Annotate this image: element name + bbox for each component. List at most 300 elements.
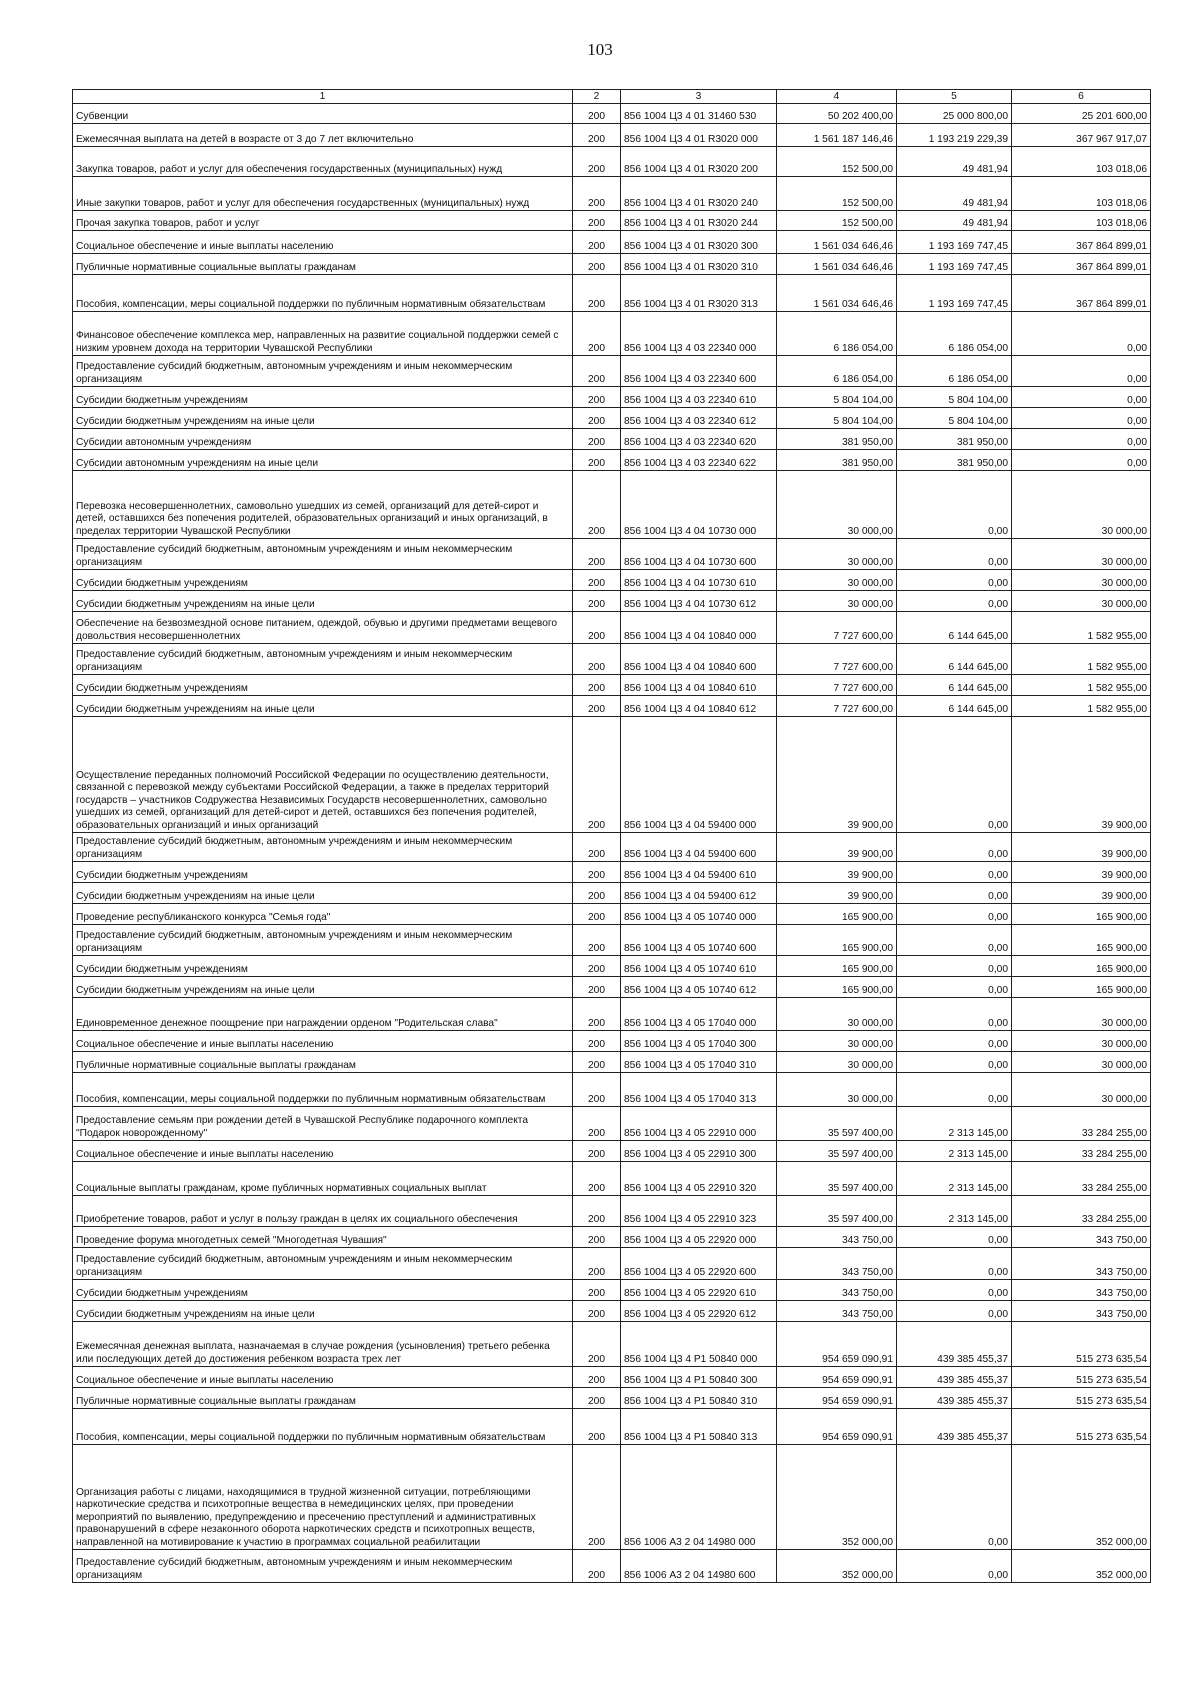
table-row xyxy=(73,925,1151,956)
row-classification-code: 856 1004 Ц3 4 04 10840 000 xyxy=(621,612,777,644)
column-header-6: 6 xyxy=(1012,90,1151,104)
row-value-5: 0,00 xyxy=(897,998,1012,1031)
row-code-2: 200 xyxy=(573,356,621,387)
row-name: Субсидии бюджетным учреждениям на иные цели xyxy=(73,408,573,429)
row-value-6: 33 284 255,00 xyxy=(1012,1162,1151,1196)
table-row xyxy=(73,1162,1151,1196)
row-value-5: 6 144 645,00 xyxy=(897,675,1012,696)
row-classification-code: 856 1004 Ц3 4 05 22910 300 xyxy=(621,1141,777,1162)
row-value-6: 1 582 955,00 xyxy=(1012,644,1151,675)
row-name: Субсидии бюджетным учреждениям xyxy=(73,675,573,696)
row-value-4: 6 186 054,00 xyxy=(777,312,897,356)
row-value-6: 0,00 xyxy=(1012,408,1151,429)
column-header-1: 1 xyxy=(73,90,573,104)
row-name: Проведение республиканского конкурса "Семья года" xyxy=(73,904,573,925)
row-classification-code: 856 1004 Ц3 4 04 10840 600 xyxy=(621,644,777,675)
row-name: Предоставление семьям при рождении детей в Чувашской Республике подарочного комплекта "Подарок новорожденному" xyxy=(73,1107,573,1141)
table-row xyxy=(73,998,1151,1031)
row-code-2: 200 xyxy=(573,312,621,356)
row-name: Предоставление субсидий бюджетным, автономным учреждениям и иным некоммерческим организациям xyxy=(73,1550,573,1583)
row-code-2: 200 xyxy=(573,177,621,211)
table-header-row xyxy=(73,90,1151,104)
row-classification-code: 856 1004 Ц3 4 04 10840 612 xyxy=(621,696,777,717)
row-value-6: 103 018,06 xyxy=(1012,147,1151,177)
row-value-4: 30 000,00 xyxy=(777,570,897,591)
row-classification-code: 856 1004 Ц3 4 04 10730 600 xyxy=(621,539,777,570)
row-value-4: 39 900,00 xyxy=(777,717,897,833)
row-code-2: 200 xyxy=(573,450,621,471)
row-code-2: 200 xyxy=(573,1248,621,1280)
row-name: Субсидии бюджетным учреждениям xyxy=(73,1280,573,1301)
row-name: Субсидии автономным учреждениям xyxy=(73,429,573,450)
row-classification-code: 856 1004 Ц3 4 04 59400 600 xyxy=(621,833,777,862)
row-value-4: 5 804 104,00 xyxy=(777,408,897,429)
row-code-2: 200 xyxy=(573,833,621,862)
row-name: Единовременное денежное поощрение при награждении орденом "Родительская слава" xyxy=(73,998,573,1031)
row-code-2: 200 xyxy=(573,883,621,904)
row-name: Социальное обеспечение и иные выплаты населению xyxy=(73,1367,573,1388)
table-row xyxy=(73,1280,1151,1301)
row-value-4: 152 500,00 xyxy=(777,211,897,231)
row-value-5: 0,00 xyxy=(897,883,1012,904)
row-classification-code: 856 1004 Ц3 4 P1 50840 300 xyxy=(621,1367,777,1388)
row-value-5: 25 000 800,00 xyxy=(897,104,1012,124)
row-classification-code: 856 1004 Ц3 4 01 R3020 240 xyxy=(621,177,777,211)
table-row xyxy=(73,124,1151,147)
row-value-6: 343 750,00 xyxy=(1012,1227,1151,1248)
row-code-2: 200 xyxy=(573,977,621,998)
row-code-2: 200 xyxy=(573,275,621,312)
row-code-2: 200 xyxy=(573,1227,621,1248)
row-code-2: 200 xyxy=(573,429,621,450)
row-classification-code: 856 1004 Ц3 4 03 22340 600 xyxy=(621,356,777,387)
row-value-6: 0,00 xyxy=(1012,450,1151,471)
table-row xyxy=(73,450,1151,471)
row-value-5: 0,00 xyxy=(897,1248,1012,1280)
row-code-2: 200 xyxy=(573,1162,621,1196)
row-value-5: 1 193 169 747,45 xyxy=(897,254,1012,275)
table-row xyxy=(73,862,1151,883)
table-row xyxy=(73,254,1151,275)
row-value-5: 2 313 145,00 xyxy=(897,1141,1012,1162)
row-value-6: 39 900,00 xyxy=(1012,862,1151,883)
table-row xyxy=(73,1322,1151,1367)
row-value-4: 381 950,00 xyxy=(777,429,897,450)
row-value-4: 35 597 400,00 xyxy=(777,1107,897,1141)
row-code-2: 200 xyxy=(573,570,621,591)
row-code-2: 200 xyxy=(573,1445,621,1550)
row-value-6: 165 900,00 xyxy=(1012,925,1151,956)
row-classification-code: 856 1004 Ц3 4 05 17040 300 xyxy=(621,1031,777,1052)
table-row xyxy=(73,147,1151,177)
row-value-5: 49 481,94 xyxy=(897,177,1012,211)
row-value-6: 33 284 255,00 xyxy=(1012,1107,1151,1141)
row-value-5: 2 313 145,00 xyxy=(897,1107,1012,1141)
row-classification-code: 856 1004 Ц3 4 05 22920 000 xyxy=(621,1227,777,1248)
row-code-2: 200 xyxy=(573,1322,621,1367)
row-code-2: 200 xyxy=(573,644,621,675)
row-value-4: 352 000,00 xyxy=(777,1445,897,1550)
row-value-4: 954 659 090,91 xyxy=(777,1388,897,1409)
row-value-6: 39 900,00 xyxy=(1012,717,1151,833)
row-classification-code: 856 1004 Ц3 4 01 R3020 000 xyxy=(621,124,777,147)
row-value-4: 165 900,00 xyxy=(777,904,897,925)
row-value-4: 5 804 104,00 xyxy=(777,387,897,408)
row-name: Ежемесячная выплата на детей в возрасте от 3 до 7 лет включительно xyxy=(73,124,573,147)
row-value-6: 515 273 635,54 xyxy=(1012,1322,1151,1367)
row-value-5: 439 385 455,37 xyxy=(897,1322,1012,1367)
row-value-4: 1 561 187 146,46 xyxy=(777,124,897,147)
row-value-4: 39 900,00 xyxy=(777,862,897,883)
row-value-6: 33 284 255,00 xyxy=(1012,1141,1151,1162)
row-classification-code: 856 1004 Ц3 4 05 10740 600 xyxy=(621,925,777,956)
row-name: Субсидии бюджетным учреждениям на иные цели xyxy=(73,883,573,904)
row-value-6: 367 967 917,07 xyxy=(1012,124,1151,147)
table-row xyxy=(73,1301,1151,1322)
row-classification-code: 856 1004 Ц3 4 03 22340 620 xyxy=(621,429,777,450)
row-value-6: 367 864 899,01 xyxy=(1012,231,1151,254)
row-classification-code: 856 1006 А3 2 04 14980 600 xyxy=(621,1550,777,1583)
row-value-5: 0,00 xyxy=(897,1550,1012,1583)
row-code-2: 200 xyxy=(573,1031,621,1052)
row-name: Публичные нормативные социальные выплаты гражданам xyxy=(73,254,573,275)
row-value-4: 30 000,00 xyxy=(777,539,897,570)
row-value-6: 103 018,06 xyxy=(1012,211,1151,231)
row-value-5: 439 385 455,37 xyxy=(897,1367,1012,1388)
row-value-6: 0,00 xyxy=(1012,356,1151,387)
row-value-6: 352 000,00 xyxy=(1012,1445,1151,1550)
row-value-5: 6 144 645,00 xyxy=(897,696,1012,717)
row-value-6: 103 018,06 xyxy=(1012,177,1151,211)
row-value-6: 0,00 xyxy=(1012,312,1151,356)
row-value-4: 343 750,00 xyxy=(777,1227,897,1248)
row-code-2: 200 xyxy=(573,1409,621,1445)
row-value-5: 5 804 104,00 xyxy=(897,387,1012,408)
table-row xyxy=(73,104,1151,124)
row-code-2: 200 xyxy=(573,612,621,644)
column-header-3: 3 xyxy=(621,90,777,104)
row-classification-code: 856 1004 Ц3 4 01 R3020 244 xyxy=(621,211,777,231)
row-name: Пособия, компенсации, меры социальной поддержки по публичным нормативным обязательствам xyxy=(73,1409,573,1445)
row-classification-code: 856 1004 Ц3 4 05 22920 612 xyxy=(621,1301,777,1322)
row-name: Субсидии бюджетным учреждениям xyxy=(73,387,573,408)
row-code-2: 200 xyxy=(573,904,621,925)
row-value-4: 152 500,00 xyxy=(777,177,897,211)
row-value-4: 343 750,00 xyxy=(777,1248,897,1280)
row-value-5: 0,00 xyxy=(897,1031,1012,1052)
table-row xyxy=(73,1388,1151,1409)
table-row xyxy=(73,956,1151,977)
row-value-4: 1 561 034 646,46 xyxy=(777,254,897,275)
row-value-6: 30 000,00 xyxy=(1012,998,1151,1031)
row-classification-code: 856 1004 Ц3 4 03 22340 610 xyxy=(621,387,777,408)
row-value-4: 6 186 054,00 xyxy=(777,356,897,387)
row-value-4: 30 000,00 xyxy=(777,1031,897,1052)
row-name: Осуществление переданных полномочий Российской Федерации по осуществлению деятельности, связанной с перевозкой между субъектами Российской Федерации, а также в пределах территорий государств – участников Содружества Независимых Государств несовершеннолетних, самовольно ушедших из семей, организаций для детей-сирот и детей, оставшихся без попечения родителей, образовательных организаций и иных организаций xyxy=(73,717,573,833)
row-classification-code: 856 1004 Ц3 4 05 10740 000 xyxy=(621,904,777,925)
row-value-5: 6 144 645,00 xyxy=(897,612,1012,644)
row-name: Проведение форума многодетных семей "Многодетная Чувашия" xyxy=(73,1227,573,1248)
table-row xyxy=(73,312,1151,356)
row-code-2: 200 xyxy=(573,147,621,177)
table-row xyxy=(73,1409,1151,1445)
row-code-2: 200 xyxy=(573,254,621,275)
row-value-5: 1 193 169 747,45 xyxy=(897,231,1012,254)
row-name: Предоставление субсидий бюджетным, автономным учреждениям и иным некоммерческим организациям xyxy=(73,539,573,570)
row-value-6: 515 273 635,54 xyxy=(1012,1367,1151,1388)
row-classification-code: 856 1004 Ц3 4 P1 50840 313 xyxy=(621,1409,777,1445)
row-value-6: 30 000,00 xyxy=(1012,1052,1151,1073)
table-row xyxy=(73,471,1151,539)
row-classification-code: 856 1004 Ц3 4 01 R3020 313 xyxy=(621,275,777,312)
row-value-4: 343 750,00 xyxy=(777,1301,897,1322)
row-value-5: 0,00 xyxy=(897,717,1012,833)
row-name: Предоставление субсидий бюджетным, автономным учреждениям и иным некоммерческим организациям xyxy=(73,833,573,862)
row-value-5: 439 385 455,37 xyxy=(897,1409,1012,1445)
table-row xyxy=(73,1445,1151,1550)
row-value-5: 0,00 xyxy=(897,862,1012,883)
row-name: Субсидии бюджетным учреждениям xyxy=(73,862,573,883)
row-value-6: 515 273 635,54 xyxy=(1012,1409,1151,1445)
table-row xyxy=(73,387,1151,408)
row-name: Социальное обеспечение и иные выплаты населению xyxy=(73,1141,573,1162)
row-value-5: 6 186 054,00 xyxy=(897,356,1012,387)
row-code-2: 200 xyxy=(573,675,621,696)
row-value-6: 367 864 899,01 xyxy=(1012,254,1151,275)
row-name: Субсидии бюджетным учреждениям xyxy=(73,570,573,591)
row-value-5: 0,00 xyxy=(897,1301,1012,1322)
row-value-4: 50 202 400,00 xyxy=(777,104,897,124)
row-name: Субсидии бюджетным учреждениям на иные цели xyxy=(73,696,573,717)
table-row xyxy=(73,833,1151,862)
row-value-4: 35 597 400,00 xyxy=(777,1141,897,1162)
row-classification-code: 856 1004 Ц3 4 05 22920 600 xyxy=(621,1248,777,1280)
row-code-2: 200 xyxy=(573,1052,621,1073)
row-value-6: 39 900,00 xyxy=(1012,883,1151,904)
row-code-2: 200 xyxy=(573,956,621,977)
row-classification-code: 856 1004 Ц3 4 01 R3020 310 xyxy=(621,254,777,275)
table-row xyxy=(73,1073,1151,1107)
row-classification-code: 856 1004 Ц3 4 03 22340 000 xyxy=(621,312,777,356)
row-name: Приобретение товаров, работ и услуг в пользу граждан в целях их социального обеспечения xyxy=(73,1196,573,1227)
row-value-5: 1 193 169 747,45 xyxy=(897,275,1012,312)
row-name: Пособия, компенсации, меры социальной поддержки по публичным нормативным обязательствам xyxy=(73,275,573,312)
row-code-2: 200 xyxy=(573,1107,621,1141)
row-classification-code: 856 1004 Ц3 4 04 10730 000 xyxy=(621,471,777,539)
row-value-6: 1 582 955,00 xyxy=(1012,696,1151,717)
table-row xyxy=(73,675,1151,696)
row-code-2: 200 xyxy=(573,1141,621,1162)
row-code-2: 200 xyxy=(573,925,621,956)
row-classification-code: 856 1006 А3 2 04 14980 000 xyxy=(621,1445,777,1550)
row-value-4: 165 900,00 xyxy=(777,977,897,998)
table-row xyxy=(73,883,1151,904)
row-value-6: 343 750,00 xyxy=(1012,1280,1151,1301)
row-code-2: 200 xyxy=(573,231,621,254)
row-value-6: 165 900,00 xyxy=(1012,956,1151,977)
row-value-4: 352 000,00 xyxy=(777,1550,897,1583)
row-value-6: 30 000,00 xyxy=(1012,591,1151,612)
row-classification-code: 856 1004 Ц3 4 05 17040 310 xyxy=(621,1052,777,1073)
row-classification-code: 856 1004 Ц3 4 04 10730 610 xyxy=(621,570,777,591)
row-name: Субсидии бюджетным учреждениям на иные цели xyxy=(73,1301,573,1322)
row-value-5: 0,00 xyxy=(897,591,1012,612)
table-body xyxy=(73,104,1151,1583)
row-value-6: 165 900,00 xyxy=(1012,977,1151,998)
row-classification-code: 856 1004 Ц3 4 01 R3020 300 xyxy=(621,231,777,254)
row-code-2: 200 xyxy=(573,591,621,612)
row-classification-code: 856 1004 Ц3 4 05 22910 000 xyxy=(621,1107,777,1141)
row-value-5: 0,00 xyxy=(897,1227,1012,1248)
row-value-4: 152 500,00 xyxy=(777,147,897,177)
table-row xyxy=(73,1550,1151,1583)
row-value-4: 954 659 090,91 xyxy=(777,1322,897,1367)
page-number: 103 xyxy=(587,40,613,59)
row-value-5: 0,00 xyxy=(897,471,1012,539)
row-value-5: 49 481,94 xyxy=(897,147,1012,177)
row-value-4: 1 561 034 646,46 xyxy=(777,275,897,312)
row-value-5: 0,00 xyxy=(897,956,1012,977)
row-code-2: 200 xyxy=(573,1073,621,1107)
row-name: Предоставление субсидий бюджетным, автономным учреждениям и иным некоммерческим организациям xyxy=(73,925,573,956)
row-value-5: 0,00 xyxy=(897,833,1012,862)
row-name: Субсидии автономным учреждениям на иные цели xyxy=(73,450,573,471)
table-row xyxy=(73,429,1151,450)
row-value-6: 1 582 955,00 xyxy=(1012,612,1151,644)
row-value-6: 30 000,00 xyxy=(1012,1031,1151,1052)
table-row xyxy=(73,231,1151,254)
row-name: Субсидии бюджетным учреждениям на иные цели xyxy=(73,977,573,998)
row-name: Прочая закупка товаров, работ и услуг xyxy=(73,211,573,231)
row-value-4: 1 561 034 646,46 xyxy=(777,231,897,254)
table-row xyxy=(73,1367,1151,1388)
row-name: Социальное обеспечение и иные выплаты населению xyxy=(73,231,573,254)
row-name: Иные закупки товаров, работ и услуг для обеспечения государственных (муниципальных) нужд xyxy=(73,177,573,211)
row-value-4: 7 727 600,00 xyxy=(777,696,897,717)
row-classification-code: 856 1004 Ц3 4 01 R3020 200 xyxy=(621,147,777,177)
table-row xyxy=(73,275,1151,312)
row-value-6: 39 900,00 xyxy=(1012,833,1151,862)
table-row xyxy=(73,211,1151,231)
row-value-4: 7 727 600,00 xyxy=(777,675,897,696)
row-value-4: 39 900,00 xyxy=(777,833,897,862)
row-name: Предоставление субсидий бюджетным, автономным учреждениям и иным некоммерческим организациям xyxy=(73,356,573,387)
row-value-4: 30 000,00 xyxy=(777,591,897,612)
row-classification-code: 856 1004 Ц3 4 03 22340 622 xyxy=(621,450,777,471)
row-value-5: 0,00 xyxy=(897,925,1012,956)
row-value-4: 30 000,00 xyxy=(777,998,897,1031)
row-value-4: 7 727 600,00 xyxy=(777,644,897,675)
table-row xyxy=(73,717,1151,833)
row-name: Субсидии бюджетным учреждениям на иные цели xyxy=(73,591,573,612)
row-classification-code: 856 1004 Ц3 4 05 22910 320 xyxy=(621,1162,777,1196)
row-classification-code: 856 1004 Ц3 4 05 22910 323 xyxy=(621,1196,777,1227)
row-code-2: 200 xyxy=(573,104,621,124)
row-name: Социальное обеспечение и иные выплаты населению xyxy=(73,1031,573,1052)
table-row xyxy=(73,1052,1151,1073)
row-value-5: 49 481,94 xyxy=(897,211,1012,231)
column-header-2: 2 xyxy=(573,90,621,104)
row-code-2: 200 xyxy=(573,717,621,833)
row-name: Публичные нормативные социальные выплаты гражданам xyxy=(73,1388,573,1409)
row-value-5: 0,00 xyxy=(897,1445,1012,1550)
row-value-4: 343 750,00 xyxy=(777,1280,897,1301)
row-value-5: 381 950,00 xyxy=(897,450,1012,471)
row-classification-code: 856 1004 Ц3 4 04 59400 610 xyxy=(621,862,777,883)
row-value-4: 30 000,00 xyxy=(777,471,897,539)
row-classification-code: 856 1004 Ц3 4 01 31460 530 xyxy=(621,104,777,124)
row-code-2: 200 xyxy=(573,1280,621,1301)
row-classification-code: 856 1004 Ц3 4 05 10740 612 xyxy=(621,977,777,998)
row-code-2: 200 xyxy=(573,471,621,539)
row-code-2: 200 xyxy=(573,1550,621,1583)
row-name: Организация работы с лицами, находящимися в трудной жизненной ситуации, потребляющими наркотические средства и психотропные вещества в немедицинских целях, при проведении мероприятий по выявлению, предупреждению и пресечению преступлений и административных правонарушений в сфере незаконного оборота наркотических средств и психотропных веществ, направленной на мотивирование к участию в программах социальной реабилитации xyxy=(73,1445,573,1550)
row-value-4: 35 597 400,00 xyxy=(777,1196,897,1227)
row-code-2: 200 xyxy=(573,539,621,570)
row-code-2: 200 xyxy=(573,124,621,147)
row-name: Обеспечение на безвозмездной основе питанием, одеждой, обувью и другими предметами вещевого довольствия несовершеннолетних xyxy=(73,612,573,644)
row-classification-code: 856 1004 Ц3 4 04 10840 610 xyxy=(621,675,777,696)
row-classification-code: 856 1004 Ц3 4 04 59400 000 xyxy=(621,717,777,833)
table-row xyxy=(73,1031,1151,1052)
row-value-5: 2 313 145,00 xyxy=(897,1162,1012,1196)
row-classification-code: 856 1004 Ц3 4 P1 50840 000 xyxy=(621,1322,777,1367)
row-code-2: 200 xyxy=(573,696,621,717)
table-row xyxy=(73,539,1151,570)
row-classification-code: 856 1004 Ц3 4 P1 50840 310 xyxy=(621,1388,777,1409)
row-value-6: 515 273 635,54 xyxy=(1012,1388,1151,1409)
table-row xyxy=(73,1227,1151,1248)
row-classification-code: 856 1004 Ц3 4 05 10740 610 xyxy=(621,956,777,977)
row-value-6: 0,00 xyxy=(1012,429,1151,450)
table-row xyxy=(73,1141,1151,1162)
table-row xyxy=(73,644,1151,675)
row-name: Закупка товаров, работ и услуг для обеспечения государственных (муниципальных) нужд xyxy=(73,147,573,177)
row-value-4: 39 900,00 xyxy=(777,883,897,904)
row-value-5: 6 144 645,00 xyxy=(897,644,1012,675)
row-classification-code: 856 1004 Ц3 4 04 10730 612 xyxy=(621,591,777,612)
row-classification-code: 856 1004 Ц3 4 03 22340 612 xyxy=(621,408,777,429)
row-name: Пособия, компенсации, меры социальной поддержки по публичным нормативным обязательствам xyxy=(73,1073,573,1107)
table-row xyxy=(73,696,1151,717)
row-value-6: 352 000,00 xyxy=(1012,1550,1151,1583)
row-value-5: 0,00 xyxy=(897,1280,1012,1301)
row-code-2: 200 xyxy=(573,211,621,231)
row-name: Социальные выплаты гражданам, кроме публичных нормативных социальных выплат xyxy=(73,1162,573,1196)
row-value-5: 1 193 219 229,39 xyxy=(897,124,1012,147)
column-header-5: 5 xyxy=(897,90,1012,104)
row-value-6: 367 864 899,01 xyxy=(1012,275,1151,312)
table-row xyxy=(73,1248,1151,1280)
row-value-6: 25 201 600,00 xyxy=(1012,104,1151,124)
row-value-5: 439 385 455,37 xyxy=(897,1388,1012,1409)
table-row xyxy=(73,977,1151,998)
row-code-2: 200 xyxy=(573,1301,621,1322)
row-value-4: 30 000,00 xyxy=(777,1073,897,1107)
row-value-6: 0,00 xyxy=(1012,387,1151,408)
row-value-5: 0,00 xyxy=(897,570,1012,591)
table-row xyxy=(73,1196,1151,1227)
row-value-5: 5 804 104,00 xyxy=(897,408,1012,429)
row-name: Публичные нормативные социальные выплаты гражданам xyxy=(73,1052,573,1073)
row-name: Ежемесячная денежная выплата, назначаемая в случае рождения (усыновления) третьего ребенка или последующих детей до достижения ребенком возраста трех лет xyxy=(73,1322,573,1367)
row-value-5: 381 950,00 xyxy=(897,429,1012,450)
row-value-4: 954 659 090,91 xyxy=(777,1409,897,1445)
row-classification-code: 856 1004 Ц3 4 05 17040 313 xyxy=(621,1073,777,1107)
row-classification-code: 856 1004 Ц3 4 05 17040 000 xyxy=(621,998,777,1031)
row-value-5: 0,00 xyxy=(897,1052,1012,1073)
table-row xyxy=(73,570,1151,591)
